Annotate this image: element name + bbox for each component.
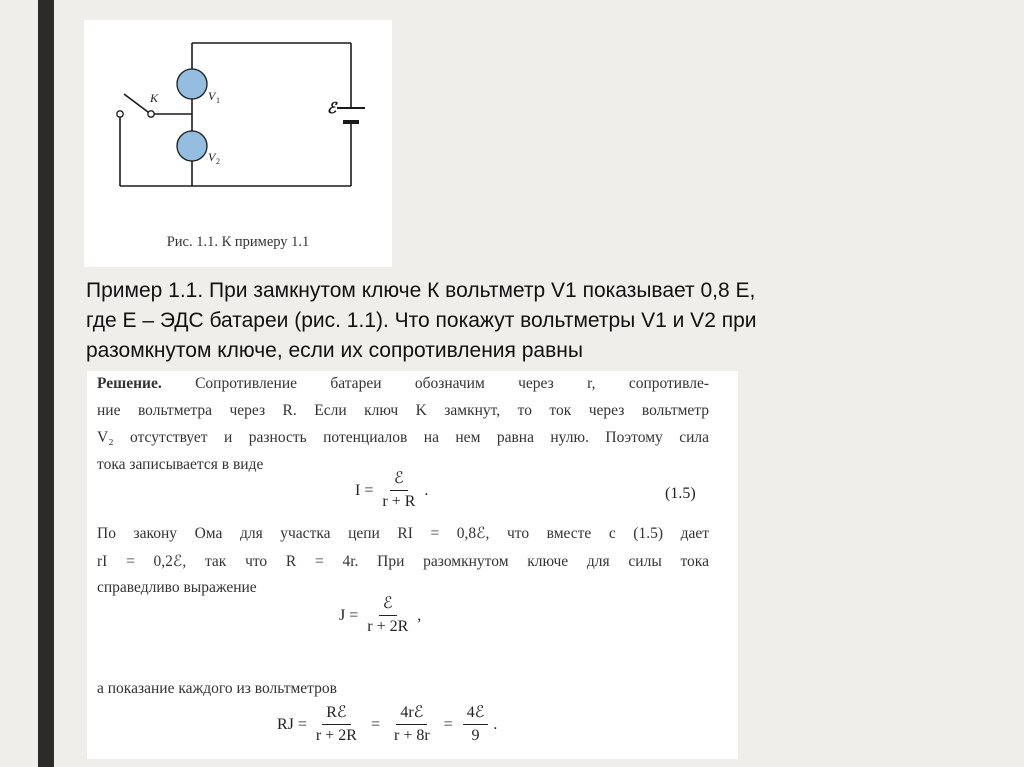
key-label: K <box>150 91 159 105</box>
equation-1-5: I = $\frac{\text{ℰ}}{r + R}$ . <box>355 470 429 510</box>
figure-caption: Рис. 1.1. К примеру 1.1 <box>166 234 310 250</box>
emf-label: ℰ <box>327 101 337 117</box>
v2-subscript: 2 <box>216 157 220 166</box>
slide-accent-bar <box>38 0 54 767</box>
circuit-figure <box>84 20 392 267</box>
v2-label: V <box>208 150 216 164</box>
solution-line-5: По закону Ома для участка цепи RI = 0,8ℰ, что вместе с (1.5) дает <box>97 525 709 542</box>
fraction: $\frac{\text{ℰ}}{r + 2R}$ <box>367 595 409 635</box>
equation-voltmeter-reading: RJ = $\frac{\text{Rℰ}}{r + 2R}$ = $\frac{\text{4rℰ}}{r + 8r}$ = $\frac{\text{4ℰ}}{9}$ . <box>277 704 498 744</box>
circuit-diagram <box>84 20 392 267</box>
solution-scan <box>87 371 738 759</box>
solution-heading: Решение. <box>97 375 162 392</box>
solution-line-2: ние вольтметра через R. Если ключ K замкнут, то ток через вольтметр <box>97 402 709 419</box>
fraction: $\frac{\text{4ℰ}}{9}$ <box>463 704 489 745</box>
solution-line-6: rI = 0,2ℰ, так что R = 4r. При разомкнутом ключе для силы тока <box>97 553 709 570</box>
solution-line-7: справедливо выражение <box>97 579 257 596</box>
equation-current-open: J = $\frac{\text{ℰ}}{r + 2R}$ , <box>339 595 422 635</box>
fraction: $\frac{\text{ℰ}}{r + R}$ <box>382 470 416 510</box>
example-line: разомкнутом ключе, если их сопротивления равны <box>86 339 583 362</box>
fraction: $\frac{\text{Rℰ}}{r + 2R}$ <box>315 704 357 744</box>
example-line: Пример 1.1. При замкнутом ключе К вольтметр V1 показывает 0,8 Е, <box>86 279 756 302</box>
solution-line-3: V₂ отсутствует и разность потенциалов на нем равна нулю. Поэтому сила <box>97 429 709 446</box>
example-statement <box>86 276 986 366</box>
fraction: $\frac{\text{4rℰ}}{r + 8r}$ <box>393 704 430 744</box>
voltmeter-v1 <box>177 69 207 99</box>
solution-line-1: Решение. Сопротивление батареи обозначим через r, сопротивле- <box>97 375 709 392</box>
v1-label: V <box>208 89 216 103</box>
v1-subscript: 1 <box>216 96 220 105</box>
equation-number: (1.5) <box>665 485 696 502</box>
voltmeter-v2 <box>177 131 207 161</box>
solution-line-4: тока записывается в виде <box>97 456 264 473</box>
example-line: где Е – ЭДС батареи (рис. 1.1). Что покажут вольтметры V1 и V2 при <box>86 309 757 332</box>
key-contact-left <box>117 111 123 117</box>
key-contact-right <box>148 111 154 117</box>
solution-line-8: а показание каждого из вольтметров <box>97 680 337 697</box>
